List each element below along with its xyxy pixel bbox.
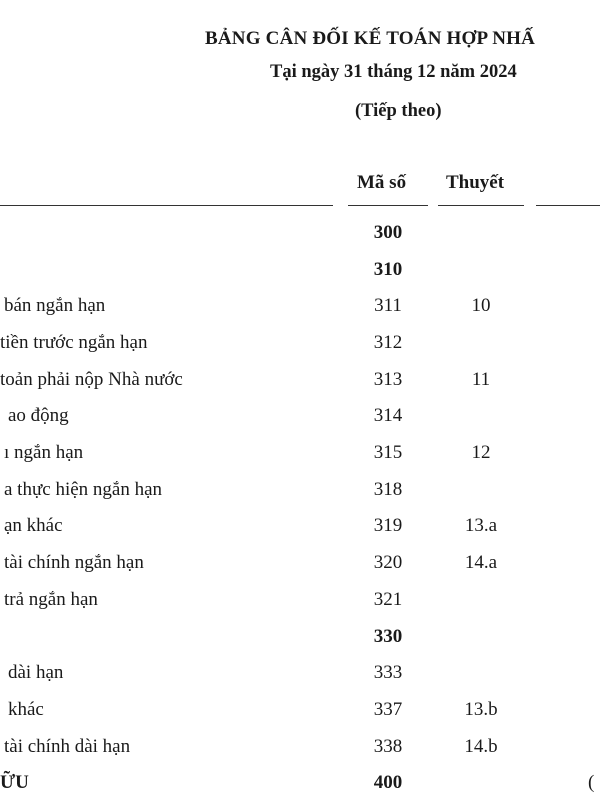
row-note: 13.a	[464, 515, 498, 536]
row-label: ao động	[8, 405, 69, 426]
row-code: 314	[373, 405, 403, 426]
row-label: toản phải nộp Nhà nước	[0, 369, 183, 390]
row-label: trả ngắn hạn	[4, 589, 98, 610]
row-note: 10	[471, 295, 491, 316]
continued-note: (Tiếp theo)	[355, 101, 442, 121]
header-divider-amount	[536, 205, 600, 206]
table-row	[0, 589, 600, 625]
table-row	[0, 295, 600, 331]
table-row	[0, 332, 600, 368]
table-row	[0, 442, 600, 478]
row-code: 330	[373, 626, 403, 647]
column-header-code: Mã số	[357, 172, 407, 193]
row-label: tài chính ngắn hạn	[4, 552, 144, 573]
table-row	[0, 222, 600, 258]
table-row	[0, 552, 600, 588]
row-code: 337	[373, 699, 403, 720]
table-row	[0, 479, 600, 515]
row-label: tiền trước ngắn hạn	[0, 332, 148, 353]
row-code: 333	[373, 662, 403, 683]
row-label: a thực hiện ngắn hạn	[4, 479, 163, 500]
row-label: tài chính dài hạn	[4, 736, 131, 757]
table-row	[0, 259, 600, 295]
report-date: Tại ngày 31 tháng 12 năm 2024	[270, 62, 517, 82]
row-code: 321	[373, 589, 403, 610]
header-divider-label	[0, 205, 333, 206]
row-code: 318	[373, 479, 403, 500]
row-note: 13.b	[464, 699, 498, 720]
row-label: ı ngắn hạn	[4, 442, 84, 463]
row-code: 319	[373, 515, 403, 536]
row-code: 300	[373, 222, 403, 243]
header-divider-code	[348, 205, 428, 206]
table-row	[0, 626, 600, 662]
table-row	[0, 736, 600, 772]
row-code: 312	[373, 332, 403, 353]
report-title: BẢNG CÂN ĐỐI KẾ TOÁN HỢP NHẤ	[205, 28, 536, 49]
row-code: 338	[373, 736, 403, 757]
row-label: ạn khác	[4, 515, 63, 536]
table-row	[0, 699, 600, 735]
table-row	[0, 772, 600, 800]
column-header-note: Thuyết	[446, 172, 505, 193]
row-note: 12	[471, 442, 491, 463]
row-code: 311	[374, 295, 402, 316]
row-code: 320	[373, 552, 403, 573]
row-label: bán ngắn hạn	[4, 295, 106, 316]
row-label: dài hạn	[8, 662, 64, 683]
row-amount-fragment: (	[588, 772, 595, 793]
header-divider-note	[438, 205, 524, 206]
row-note: 11	[471, 369, 491, 390]
row-code: 310	[373, 259, 403, 280]
table-row	[0, 662, 600, 698]
row-code: 315	[373, 442, 403, 463]
row-note: 14.b	[464, 736, 498, 757]
row-code: 313	[373, 369, 403, 390]
row-note: 14.a	[464, 552, 498, 573]
row-label: ỮU	[0, 772, 29, 793]
row-label: khác	[8, 699, 44, 720]
table-row	[0, 369, 600, 405]
table-row	[0, 515, 600, 551]
row-code: 400	[373, 772, 403, 793]
table-row	[0, 405, 600, 441]
